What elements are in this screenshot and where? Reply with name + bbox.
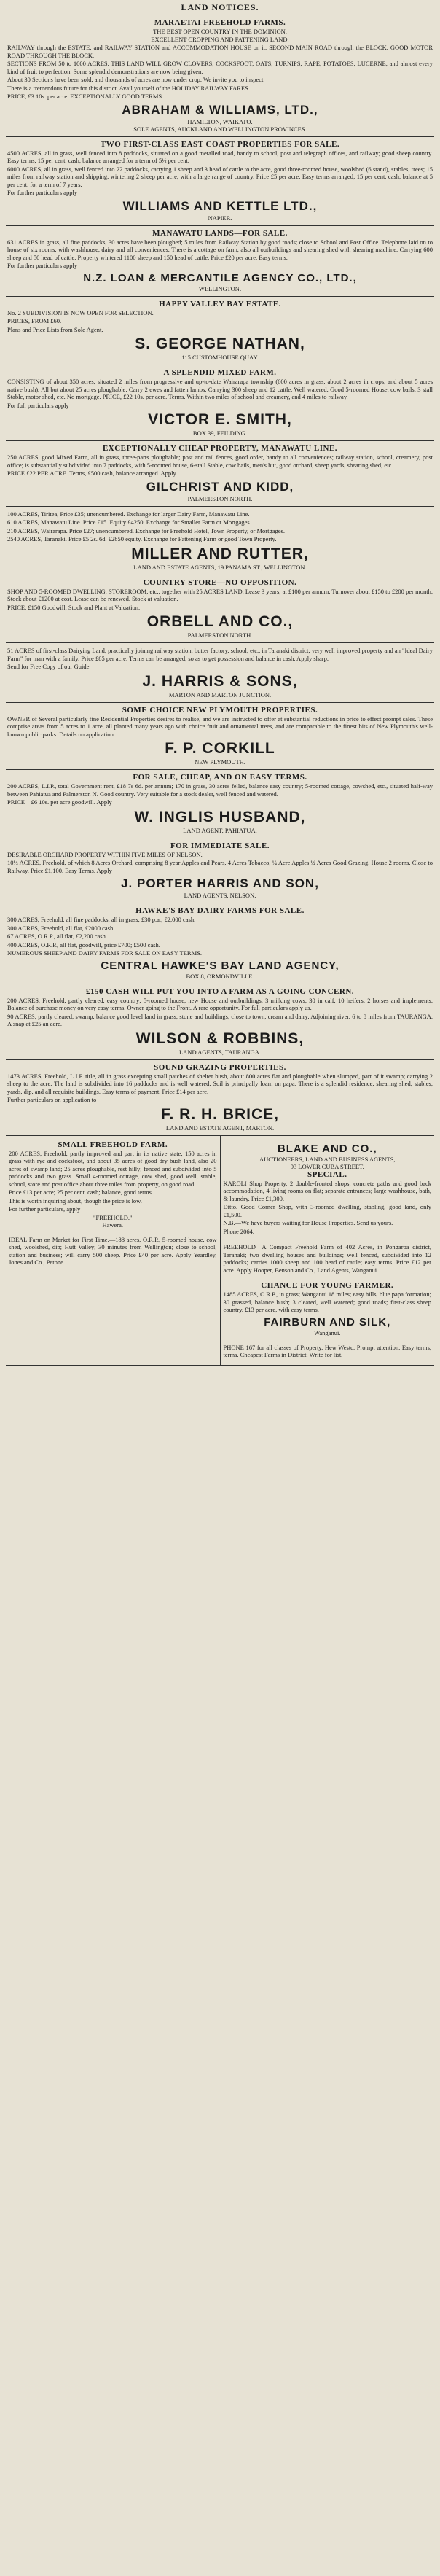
land-advert [6, 365, 434, 441]
special-heading: SPECIAL. [307, 1170, 347, 1179]
land-advert [6, 643, 434, 703]
advert-paragraph: 2540 ACRES, Taranaki. Price £5 2s. 6d. £2850 equity. Exchange for Fattening Farm or good Town Property. [7, 535, 277, 542]
advertiser-address: BOX 39, FEILDING. [192, 429, 248, 437]
land-advert [6, 137, 434, 226]
advert-paragraph: About 30 Sections have been sold, and thousands of acres are now under crop. We invite you to inspect. [7, 76, 265, 83]
fairburn-location: Wanganui. [314, 1328, 341, 1336]
advertiser-address: PALMERSTON NORTH. [187, 494, 253, 502]
land-advert [6, 703, 434, 771]
special-paragraph: KAROLI Shop Property, 2 double-fronted shops, concrete paths and good back accommodation, 4 living rooms on flat; separate entrances; large washhouse, bath, & laundry. Price £1,300. [223, 1179, 431, 1202]
advert-paragraph: PRICE £22 PER ACRE. Terms, £500 cash, balance arranged. Apply [7, 470, 176, 477]
land-advert [6, 226, 434, 297]
section-header: LAND NOTICES. [6, 0, 434, 15]
advert-paragraph: 300 ACRES, Freehold, all fine paddocks, all in grass, £30 p.a.; £2,000 cash. [7, 916, 196, 923]
advert-heading: MANAWATU LANDS—FOR SALE. [152, 228, 288, 238]
advert-paragraph: PRICE—£6 10s. per acre goodwill. Apply [7, 798, 112, 806]
advert-paragraph: NUMEROUS SHEEP AND DAIRY FARMS FOR SALE ON EASY TERMS. [7, 949, 203, 957]
advert-paragraph: PRICE, £150 Goodwill, Stock and Plant at Valuation. [7, 603, 141, 611]
advertiser-name: MILLER AND RUTTER, [131, 545, 309, 562]
land-advert [6, 770, 434, 838]
advertiser-address: WELLINGTON. [198, 284, 242, 292]
advert-heading: FOR IMMEDIATE SALE. [170, 841, 270, 850]
advert-paragraph: 67 ACRES, O.R.P., all flat, £2,200 cash. [7, 933, 107, 940]
advert-heading: SOUND GRAZING PROPERTIES. [154, 1062, 286, 1072]
advert-paragraph: 90 ACRES, partly cleared, swamp, balance good level land in grass, stone and buildings, close to town, cream and dairy. Adjoining river. 6 to 8 miles from TAURANGA. A snap at £25 an acre. [7, 1012, 433, 1027]
advert-heading: HAPPY VALLEY BAY ESTATE. [159, 299, 281, 308]
advert-paragraph: Send for Free Copy of our Guide. [7, 663, 91, 670]
fairburn-firm: FAIRBURN AND SILK, [264, 1315, 391, 1328]
phone-notice: PHONE 167 for all classes of Property. Hew Westc. Prompt attention. Easy terms, terms. Cheapest Farms in District. Write for list. [223, 1343, 431, 1358]
small-farm-signature: "FREEHOLD." [93, 1213, 133, 1221]
advert-paragraph: OWNER of Several particularly fine Residential Properties desires to realise, and we are instructed to offer at substantial reductions in price to effect prompt sales. These comprise areas from 5 acres to 1 acre, all planted many years ago with choice fruit and ornamental trees, and are comparable to the finest bits of New Plymouth's well-known public parks. Details on application. [7, 715, 433, 738]
advert-paragraph: 51 ACRES of first-class Dairying Land, practically joining railway station, butter factory, school, etc., in Taranaki district; very well improved property and an "Ideal Dairy Farm" for man with a family. Price £85 per acre. Terms can be arranged, so as to get possession and balance in cash. Apply sharp. [7, 647, 433, 662]
advertiser-name: CENTRAL HAWKE'S BAY LAND AGENCY, [101, 959, 339, 972]
advert-paragraph: RAILWAY through the ESTATE, and RAILWAY STATION and ACCOMMODATION HOUSE on it. SECOND MAIN ROAD through the BLOCK. GOOD MOTOR ROAD THROUGH THE BLOCK. [7, 44, 433, 59]
advert-paragraph: Further particulars on application to [7, 1096, 97, 1103]
advert-paragraph: 4500 ACRES, all in grass, well fenced into 8 paddocks, situated on a good metalled road, handy to school, post and telegraph offices, and railway; good sheep country. Easy terms, 15 per cent. cash, balance arranged for a term of 5½ per cent. [7, 149, 433, 164]
advertiser-address: SOLE AGENTS, AUCKLAND AND WELLINGTON PROVINCES. [133, 125, 307, 133]
advert-subheading: THE BEST OPEN COUNTRY IN THE DOMINION. [153, 28, 287, 35]
advert-paragraph: For further particulars apply [7, 189, 78, 196]
land-advert [6, 903, 434, 984]
advert-paragraph: No. 2 SUBDIVISION IS NOW OPEN FOR SELECTION. [7, 308, 154, 316]
young-farmer-heading: CHANCE FOR YOUNG FARMER. [261, 1281, 394, 1290]
advertiser-name: J. PORTER HARRIS AND SON, [121, 876, 319, 890]
advert-heading: TWO FIRST-CLASS EAST COAST PROPERTIES FOR SALE. [100, 139, 340, 149]
advert-heading: EXCEPTIONALLY CHEAP PROPERTY, MANAWATU LINE. [102, 444, 338, 453]
advertiser-name: WILSON & ROBBINS, [135, 1030, 305, 1047]
right-column [220, 1136, 435, 1365]
land-advert [6, 15, 434, 137]
land-advert [6, 297, 434, 366]
advert-paragraph: 610 ACRES, Manawatu Line. Price £15. Equity £4250. Exchange for Smaller Farm or Mortgages. [7, 518, 251, 526]
advert-paragraph: DESIRABLE ORCHARD PROPERTY WITHIN FIVE MILES OF NELSON. [7, 850, 203, 858]
small-farm-heading: SMALL FREEHOLD FARM. [58, 1140, 168, 1149]
advert-paragraph: 300 ACRES, Freehold, all flat, £2000 cash. [7, 924, 115, 932]
advert-paragraph: 200 ACRES, L.I.P., total Government rent, £18 7s 6d. per annum; 170 in grass, 30 acres felled, balance easy country; 5-roomed cottage, cowshed, etc., situated half-way between Pahiatua and Palmerston N. Good country. Very suitable for a stock dealer, well fenced and watered. [7, 782, 433, 798]
blake-sub-1: AUCTIONEERS, LAND AND BUSINESS AGENTS, [259, 1155, 396, 1163]
advertiser-name: J. HARRIS & SONS, [142, 672, 298, 690]
advert-paragraph: Plans and Price Lists from Sole Agent, [7, 325, 103, 333]
advert-paragraph: PRICES, FROM £60. [7, 317, 62, 324]
advertiser-name: F. P. CORKILL [165, 740, 275, 757]
advert-paragraph: 210 ACRES, Wairarapa. Price £27; unencumbered. Exchange for Freehold Hotel, Town Property, or Mortgages. [7, 526, 285, 534]
small-farm-paragraph: For further particulars, apply [9, 1205, 81, 1213]
advert-heading: COUNTRY STORE—NO OPPOSITION. [143, 577, 297, 587]
advert-paragraph: 10½ ACRES, Freehold, of which 8 Acres Orchard, comprising 8 year Apples and Pears, 4 Acres Tobacco, ¼ Acre Apples ½ Acres Good Grazing. House 2 rooms. Close to Railway. Price £1,100. Easy Terms. Apply [7, 859, 433, 874]
small-farm-location: Hawera. [102, 1221, 124, 1229]
newspaper-page [6, 0, 434, 2576]
advert-heading: MARAETAI FREEHOLD FARMS. [154, 18, 286, 27]
advert-paragraph: 200 ACRES, Freehold, partly cleared, easy country; 5-roomed house, new House and outbuildings, 3 milking cows, 30 in calf, 10 heifers, 2 horses and implements. Balance of purchase money on very easy terms. Owner going to the Front. A rare opportunity. For full particulars apply us. [7, 996, 433, 1011]
advert-paragraph: PRICE, £3 10s. per acre. EXCEPTIONALLY GOOD TERMS. [7, 93, 164, 100]
advertiser-name: ORBELL AND CO., [146, 613, 294, 630]
special-paragraph: Phone 2064. [223, 1227, 254, 1235]
advert-paragraph: CONSISTING of about 350 acres, situated 2 miles from progressive and up-to-date Wairarapa township (600 acres in grass, about 2 acres in crops, and about 5 acres native bush). All but about 25 acres ploughable. Carry 2 ewes and fatten lambs. Carrying 300 sheep and 12 cattle. Well watered. Good 5-roomed House, cow bails, 3 stall Stable, motor shed, etc. No mortgage. PRICE, £22 10s. per acre. Terms. Within two miles of school and creamery, and 4 miles to railway. [7, 378, 433, 400]
advert-paragraph: 400 ACRES, O.R.P., all flat, goodwill, price £700; £500 cash. [7, 941, 160, 949]
advertiser-name: W. INGLIS HUSBAND, [134, 808, 306, 825]
young-farmer-body: 1485 ACRES, O.R.P., in grass; Wanganui 18 miles; easy hills, blue papa formation; 30 grassed, balance bush; 3 cleared, well watered; good roads; first-class sheep country. £13 per acre, with easy terms. [223, 1291, 431, 1313]
advertiser-address: LAND AND ESTATE AGENTS, 19 PANAMA ST., WELLINGTON. [133, 563, 307, 571]
land-advert [6, 838, 434, 904]
advertiser-address: LAND AND ESTATE AGENT, MARTON. [165, 1124, 275, 1132]
advertiser-name: VICTOR E. SMITH, [148, 411, 292, 428]
advert-paragraph: 1473 ACRES, Freehold, L.I.P. title, all in grass excepting small patches of shelter bush, about 800 acres flat and ploughable when slumped, part of it swamp; carrying 2 sheep to the acre. The land is subdivided into 16 paddocks and is well watered. Soil is principally loam on papa. There is a splendid residence, shearing shed, stables, yards, dip, and all requisite buildings. Easy terms of payment. Price £14 per acre. [7, 1072, 433, 1095]
advertiser-address: NEW PLYMOUTH. [195, 758, 245, 766]
advertiser-address: 115 CUSTOMHOUSE QUAY. [181, 354, 259, 361]
advertiser-address: PALMERSTON NORTH. [187, 631, 253, 639]
advert-heading: SOME CHOICE NEW PLYMOUTH PROPERTIES. [122, 705, 318, 715]
advert-paragraph: 6000 ACRES, all in grass, well fenced into 22 paddocks, carrying 1 sheep and 3 head of cattle to the acre, good three-roomed house, woolshed (6 stand), stables, trees; 15 miles from railway station and shipping, wintering 2 sheep per acre, with a large range of country. Price £5 per acre. Easy terms arranged; 15 per cent. cash, balance at 5 per cent. for a term of 7 years. [7, 165, 433, 188]
advert-heading: £150 CASH WILL PUT YOU INTO A FARM AS A GOING CONCERN. [85, 987, 355, 996]
advertiser-name: ABRAHAM & WILLIAMS, LTD., [122, 102, 318, 117]
advert-paragraph: There is a tremendous future for this district. Avail yourself of the HOLIDAY RAILWAY FARES. [7, 84, 251, 92]
land-advert [6, 984, 434, 1060]
advertiser-address: MARTON AND MARTON JUNCTION. [168, 690, 272, 699]
special-paragraph: Ditto. Good Corner Shop, with 3-roomed dwelling, stabling, good land, only £1,500. [223, 1203, 431, 1218]
blake-firm: BLAKE AND CO., [277, 1142, 377, 1155]
advert-paragraph: 100 ACRES, Tiritea, Price £35; unencumbered. Exchange for larger Dairy Farm, Manawatu Line. [7, 510, 250, 518]
land-advert [6, 441, 434, 507]
advert-paragraph: SHOP AND 5-ROOMED DWELLING, STOREROOM, etc., together with 25 ACRES LAND. Lease 3 years, at £100 per annum. Turnover about £150 to £200 per month. Stock about £1200 at cost. Lease can be renewed. Stock at valuation. [7, 587, 433, 602]
advertiser-name: S. GEORGE NATHAN, [135, 335, 305, 352]
ads-column [6, 15, 434, 1136]
advert-subheading: EXCELLENT CROPPING AND FATTENING LAND. [151, 36, 289, 43]
advert-paragraph: 631 ACRES in grass, all fine paddocks, 30 acres have been ploughed; 5 miles from Railway Station by good roads; close to School and Post Office. Telephone laid on to house of six rooms, with washhouse, dairy and all conveniences. There is a cottage on farm, also all outbuildings and shearing shed with shearing machine. Carrying 600 sheep and 50 head of cattle. Property wintered 1100 sheep and 150 head of cattle. Price £20 per acre. Easy terms. [7, 238, 433, 261]
advertiser-address: LAND AGENT, PAHIATUA. [183, 826, 257, 834]
special-paragraph: N.B.—We have buyers waiting for House Properties. Send us yours. [223, 1219, 393, 1226]
advertiser-name: F. R. H. BRICE, [160, 1105, 279, 1123]
small-farm-paragraph: 200 ACRES, Freehold, partly improved and part in its native state; 150 acres in grass with rye and cocksfoot, and about 35 acres of good dry bush land, also 20 acres of swamp land; 25 acres ploughable, rest hilly; fenced and subdivided into 5 paddocks and two grass. Small 4-roomed cottage, cow shed, good well, stable, school, store and post office about three miles from property, on good road. [9, 1149, 217, 1188]
freehold-compact-farm: FREEHOLD—A Compact Freehold Farm of 402 Acres, in Pongaroa district, Taranaki; two dwelling houses and buildings; well fenced, subdivided into 12 paddocks; carries 1000 sheep and 100 head of cattle; easy terms. Price £12 per acre. Apply Hooper, Benson and Co., Land Agents, Wanganui. [223, 1243, 431, 1274]
small-farm-paragraph: Price £13 per acre; 25 per cent. cash; balance, good terms. [9, 1188, 154, 1196]
left-column [6, 1136, 220, 1365]
advertiser-name: GILCHRIST AND KIDD, [146, 479, 294, 494]
advert-paragraph: For further particulars apply [7, 262, 78, 269]
advert-heading: HAWKE'S BAY DAIRY FARMS FOR SALE. [135, 906, 305, 915]
advertiser-address: LAND AGENTS, NELSON. [184, 892, 256, 899]
advertiser-address: NAPIER. [208, 214, 232, 222]
advertiser-name: N.Z. LOAN & MERCANTILE AGENCY CO., LTD., [83, 271, 357, 284]
advertiser-address: LAND AGENTS, TAURANGA. [178, 1048, 262, 1056]
bottom-two-columns [6, 1136, 434, 1366]
land-advert [6, 1060, 434, 1136]
advertiser-address: BOX 8, ORMONDVILLE. [186, 972, 254, 980]
small-farm-paragraph: This is worth inquiring about, though the price is low. [9, 1196, 142, 1205]
advertiser-address: HAMILTON, WAIKATO. [187, 117, 253, 125]
advertiser-name: WILLIAMS AND KETTLE LTD., [122, 198, 318, 213]
advert-heading: FOR SALE, CHEAP, AND ON EASY TERMS. [133, 773, 307, 782]
land-advert [6, 575, 434, 644]
land-advert [6, 507, 434, 575]
blake-sub-2: 93 LOWER CUBA STREET. [290, 1162, 364, 1170]
advert-paragraph: SECTIONS FROM 50 to 1000 ACRES. THIS LAND WILL GROW CLOVERS, COCKSFOOT, OATS, TURNIPS, RAPE, POTATOES, LUCERNE, and almost every kind of fruit to perfection. Some splendid demonstrations are now being given. [7, 60, 433, 75]
ideal-farm-notice: IDEAL Farm on Market for First Time.—188 acres, O.R.P., 5-roomed house, cow shed, woolshed, dip; Hutt Valley; 30 minutes from Wellington; close to school, station and business; will carry 500 sheep. Price £40 per acre. Apply Yeardley, Jones and Co., Petone. [9, 1235, 217, 1266]
advert-heading: A SPLENDID MIXED FARM. [163, 368, 277, 377]
advert-paragraph: For full particulars apply [7, 401, 69, 409]
advert-paragraph: 250 ACRES, good Mixed Farm, all in grass, three-parts ploughable; post and rail fences, good order, handy to all conveniences; railway station, school, creamery, post office; is substantially subdivided into 7 paddocks, with 5-roomed house, 6-stall Stable, cow bails, men's hut, good orchard, sheep yards, shearing shed, etc. [7, 454, 433, 469]
